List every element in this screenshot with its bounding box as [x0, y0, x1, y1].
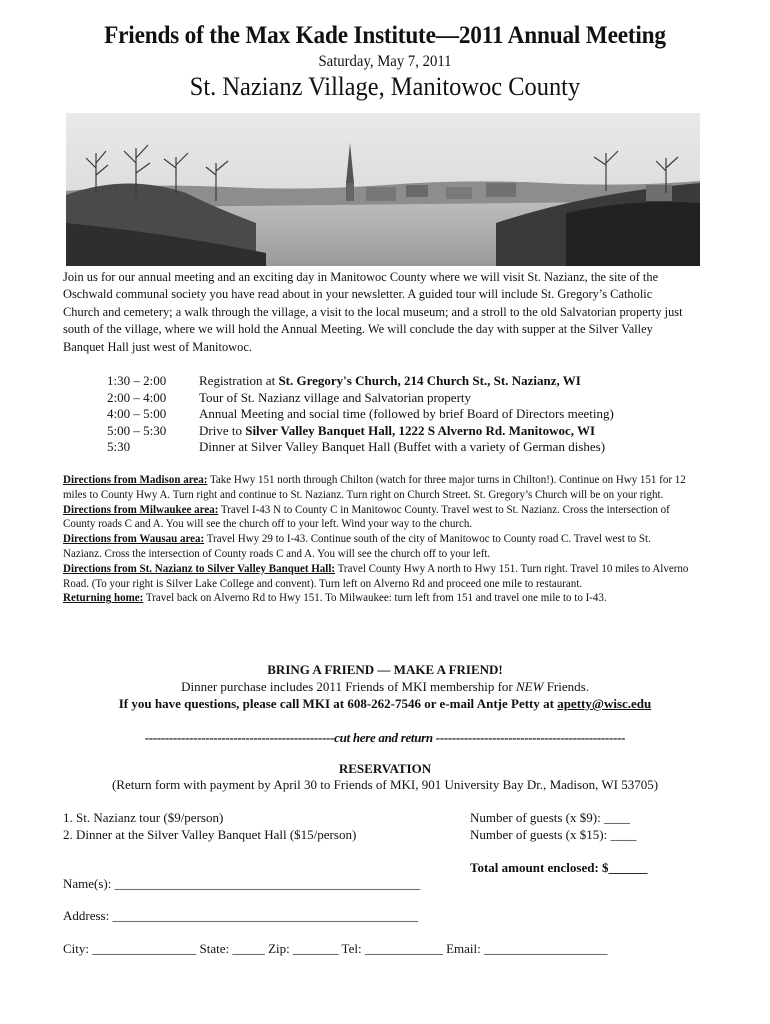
directions-wausau: Directions from Wausau area: Travel Hwy 29 to I-43. Continue south of the city of Manitowoc to County road C. Travel west to St. Nazianz. Cross the intersection of County roads C and A. You will see the church off to your left.	[63, 533, 651, 560]
names-field[interactable]: Name(s): _______________________________________________	[63, 876, 421, 891]
page-title: Friends of the Max Kade Institute—2011 Annual Meeting	[104, 22, 666, 49]
schedule-time: 4:00 – 5:00	[107, 406, 167, 421]
email-link[interactable]: apetty@wisc.edu	[557, 696, 652, 711]
reservation-item-dinner: 2. Dinner at the Silver Valley Banquet Hall ($15/person)	[63, 827, 357, 842]
village-photo	[66, 113, 700, 266]
schedule-time: 2:00 – 4:00	[107, 390, 167, 405]
city-state-zip-tel-email-field[interactable]: City: ________________ State: _____ Zip: _______ Tel: ____________ Email: ___________________	[63, 941, 608, 956]
schedule-time: 1:30 – 2:00	[107, 373, 167, 388]
guests-tour-field[interactable]: Number of guests (x $9): ____	[470, 810, 630, 825]
schedule-desc: Drive to Silver Valley Banquet Hall, 1222 S Alverno Rd. Manitowoc, WI	[199, 423, 596, 438]
village-photo-graphic	[66, 113, 700, 266]
total-amount-field[interactable]: Total amount enclosed: $______	[470, 860, 648, 875]
directions-returning: Returning home: Travel back on Alverno Rd to Hwy 151. To Milwaukee: turn left from 151 and travel one mile to to I-43.	[63, 592, 607, 605]
directions-block	[63, 473, 690, 606]
intro-paragraph: Join us for our annual meeting and an exciting day in Manitowoc County where we will visit St. Nazianz, the site of the Oschwald communal society you have read about in your newsletter. A guided tour will include St. Gregory’s Catholic Church and cemetery; a walk through the village, a visit to the local museum; and a stroll to the old Salvatorian property just south of the village, where we will hold the Annual Meeting. We will conclude the day with supper at the Silver Valley Banquet Hall just west of Manitowoc.	[63, 269, 683, 354]
schedule-time: 5:00 – 5:30	[107, 423, 167, 438]
dinner-membership-note: Dinner purchase includes 2011 Friends of MKI membership for NEW Friends.	[181, 679, 589, 694]
schedule-time: 5:30	[107, 439, 131, 454]
directions-milwaukee: Directions from Milwaukee area: Travel I-43 N to County C in Manitowoc County. Travel west to St. Nazianz. Cross the intersection of County roads C and A. You will see the church off to your left. Wind your way to the church.	[63, 503, 670, 531]
schedule-desc: Annual Meeting and social time (followed by brief Board of Directors meeting)	[199, 406, 614, 421]
reservation-title: RESERVATION	[338, 761, 432, 776]
event-date: Saturday, May 7, 2011	[318, 53, 452, 70]
event-location: St. Nazianz Village, Manitowoc County	[189, 72, 581, 101]
cut-line: -----------------------------------------------cut here and return -----------------------------------------------	[144, 730, 626, 745]
reservation-item-tour: 1. St. Nazianz tour ($9/person)	[63, 810, 224, 825]
directions-to-banquet: Directions from St. Nazianz to Silver Valley Banquet Hall: Travel County Hwy A north to Hwy 151. Turn right. Travel 10 miles to Alverno Road. (To your right is Silver Lake College and convent). Turn left on Alverno Rd and proceed one mile to restaurant.	[63, 562, 689, 590]
schedule-desc: Dinner at Silver Valley Banquet Hall (Buffet with a variety of German dishes)	[199, 439, 606, 454]
reservation-note: (Return form with payment by April 30 to Friends of MKI, 901 University Bay Dr., Madison, WI 53705)	[111, 777, 659, 792]
address-field[interactable]: Address: _______________________________________________	[63, 908, 418, 923]
schedule-desc: Registration at St. Gregory's Church, 214 Church St., St. Nazianz, WI	[199, 373, 581, 388]
contact-line: If you have questions, please call MKI at 608-262-7546 or e-mail Antje Petty at apetty@wisc.edu	[118, 696, 652, 711]
bring-a-friend-heading: BRING A FRIEND — MAKE A FRIEND!	[267, 662, 503, 677]
guests-dinner-field[interactable]: Number of guests (x $15): ____	[470, 827, 637, 842]
schedule-desc: Tour of St. Nazianz village and Salvatorian property	[199, 390, 472, 405]
directions-madison: Directions from Madison area: Take Hwy 151 north through Chilton (watch for three major turns in Chilton!). Continue on Hwy 151 for 12 miles to County Hwy A. Turn right and continue to St. Nazianz. Turn right on Church Street. St. Gregory’s Church will be on your right.	[63, 474, 686, 501]
